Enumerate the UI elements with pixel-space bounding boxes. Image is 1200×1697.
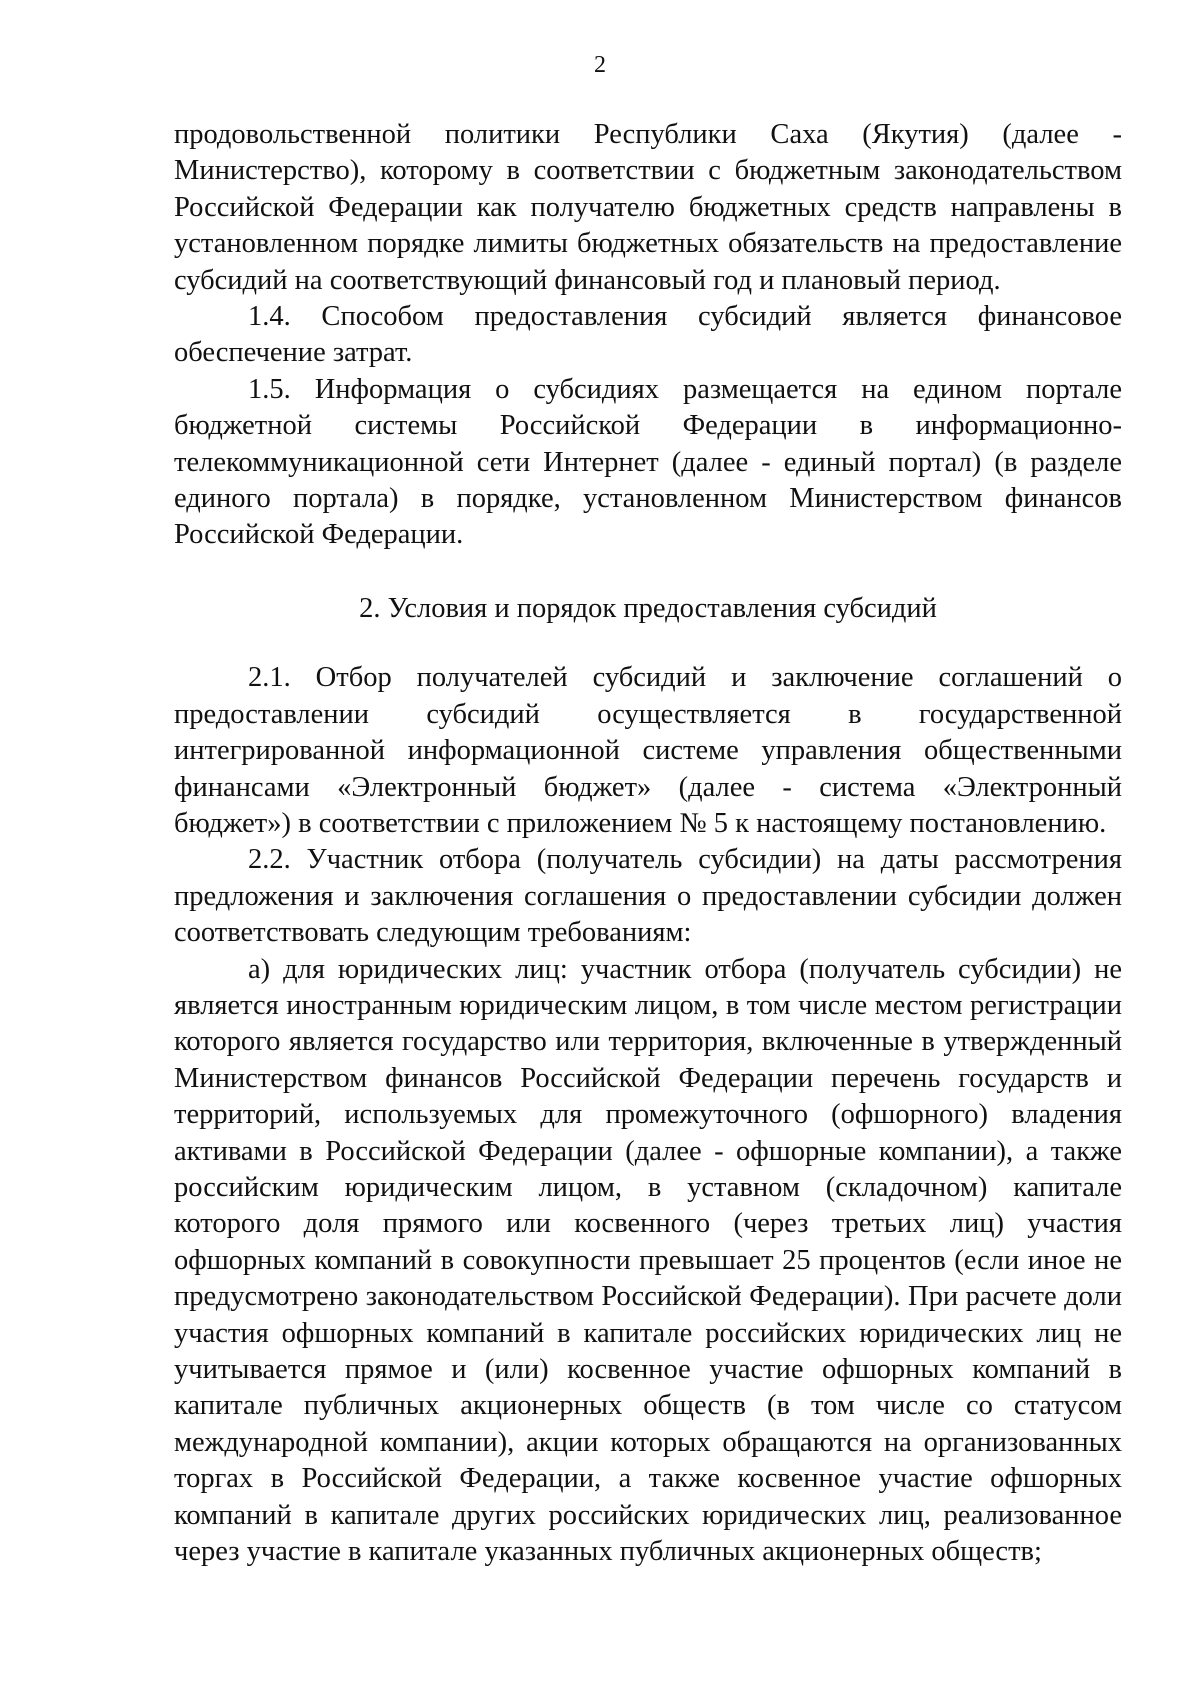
document-body: [174, 117, 1122, 1570]
page-number: 2: [594, 52, 606, 78]
section-heading: 2. Условия и порядок предоставления субсидий: [359, 592, 937, 624]
paragraph-2-2-a: а) для юридических лиц: участник отбора (получатель субсидии) не является иностранным юридическим лицом, в том числе местом регистрации которого является государство или территория, включенные в утвержденный Министерством финансов Российской Федерации перечень государств и территорий, используемых для промежуточного (офшорного) владения активами в Российской Федерации (далее - офшорные компании), а также российским юридическим лицом, в уставном (складочном) капитале которого доля прямого или косвенного (через третьих лиц) участия офшорных компаний в совокупности превышает 25 процентов (если иное не предусмотрено законодательством Российской Федерации). При расчете доли участия офшорных компаний в капитале российских юридических лиц не учитывается прямое и (или) косвенное участие офшорных компаний в капитале публичных акционерных обществ (в том числе со статусом международной компании), акции которых обращаются на организованных торгах в Российской Федерации, а также косвенное участие офшорных компаний в капитале других российских юридических лиц, реализованное через участие в капитале указанных публичных акционерных обществ;: [174, 953, 1122, 1568]
paragraph-1-5: 1.5. Информация о субсидиях размещается на едином портале бюджетной системы Российской Федерации в информационно-телекоммуникационной сети Интернет (далее - единый портал) (в разделе единого портала) в порядке, установленном Министерством финансов Российской Федерации.: [174, 373, 1122, 551]
paragraph-continuation: продовольственной политики Республики Саха (Якутия) (далее - Министерство), которому в соответствии с бюджетным законодательством Российской Федерации как получателю бюджетных средств направлены в установленном порядке лимиты бюджетных обязательств на предоставление субсидий на соответствующий финансовый год и плановый период.: [174, 119, 1122, 296]
paragraph-2-2: 2.2. Участник отбора (получатель субсидии) на даты рассмотрения предложения и заключения соглашения о предоставлении субсидии должен соответствовать следующим требованиям:: [174, 844, 1122, 949]
paragraph-1-4: 1.4. Способом предоставления субсидий является финансовое обеспечение затрат.: [174, 301, 1122, 369]
paragraph-2-1: 2.1. Отбор получателей субсидий и заключение соглашений о предоставлении субсидий осуществляется в государственной интегрированной информационной системе управления общественными финансами «Электронный бюджет» (далее - система «Электронный бюджет») в соответствии с приложением № 5 к настоящему постановлению.: [174, 662, 1122, 839]
